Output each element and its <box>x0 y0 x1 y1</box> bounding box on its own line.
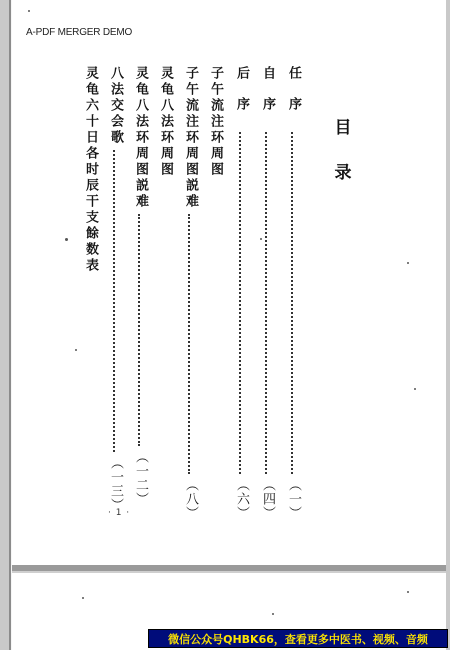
toc-leader-dots <box>291 132 295 474</box>
scan-speck <box>414 388 416 390</box>
toc-entry[interactable] <box>130 66 150 506</box>
toc-entry-title: 子午流注环周图説难 <box>183 66 198 210</box>
toc-entry[interactable] <box>231 66 251 520</box>
toc-leader-dots <box>239 132 243 474</box>
toc-entry-title: 灵龟六十日各时辰干支餘数表 <box>83 66 98 274</box>
toc-entry[interactable] <box>257 66 277 520</box>
heading-char-1: 目 <box>334 118 352 138</box>
viewer-left-margin <box>0 0 11 650</box>
toc-entry-title: 灵龟八法环周图説难 <box>133 66 148 210</box>
scan-speck <box>75 349 77 351</box>
scan-speck <box>407 591 409 593</box>
heading-char-2: 录 <box>334 163 352 183</box>
toc-entry-title: 灵龟八法环周图 <box>158 66 173 178</box>
pdf-watermark: A-PDF MERGER DEMO <box>26 27 133 38</box>
promo-banner-text: 微信公众号QHBK66，查看更多中医书、视频、音频 <box>168 632 428 646</box>
toc-leader-dots <box>265 132 269 474</box>
toc-entry-title: 后序 <box>234 66 249 128</box>
toc-leader-dots <box>138 214 142 446</box>
toc-entry[interactable] <box>155 66 175 178</box>
scan-speck <box>272 613 274 615</box>
toc-heading <box>328 120 358 182</box>
toc-entry-title: 自序 <box>260 66 275 128</box>
toc-entry[interactable] <box>205 66 225 178</box>
toc-entry-title: 任序 <box>286 66 301 128</box>
toc-entry-page: （四） <box>260 478 275 520</box>
toc-entry[interactable] <box>180 66 200 520</box>
toc-entry-page: （六） <box>234 478 249 520</box>
toc-leader-dots <box>113 150 117 452</box>
toc-entry[interactable] <box>105 66 125 512</box>
toc-entry-title: 子午流注环周图 <box>208 66 223 178</box>
document-page <box>12 0 446 565</box>
toc-entry-page: （八） <box>183 478 198 520</box>
toc-entry-page: （一） <box>286 478 301 520</box>
scan-speck <box>407 262 409 264</box>
scan-speck <box>82 597 84 599</box>
viewer-right-margin <box>446 0 450 650</box>
scan-speck <box>65 238 68 241</box>
toc-leader-dots <box>188 214 192 474</box>
scan-speck <box>260 238 262 240</box>
toc-entry-page: （一三） <box>108 456 123 512</box>
toc-entry[interactable] <box>283 66 303 520</box>
page-number: · 1 · <box>108 508 131 518</box>
promo-banner[interactable] <box>148 629 448 648</box>
toc-entry[interactable] <box>80 66 100 274</box>
toc-entry-title: 八法交会歌 <box>108 66 123 146</box>
toc-entry-page: （一二） <box>133 450 148 506</box>
scan-speck <box>28 10 30 12</box>
